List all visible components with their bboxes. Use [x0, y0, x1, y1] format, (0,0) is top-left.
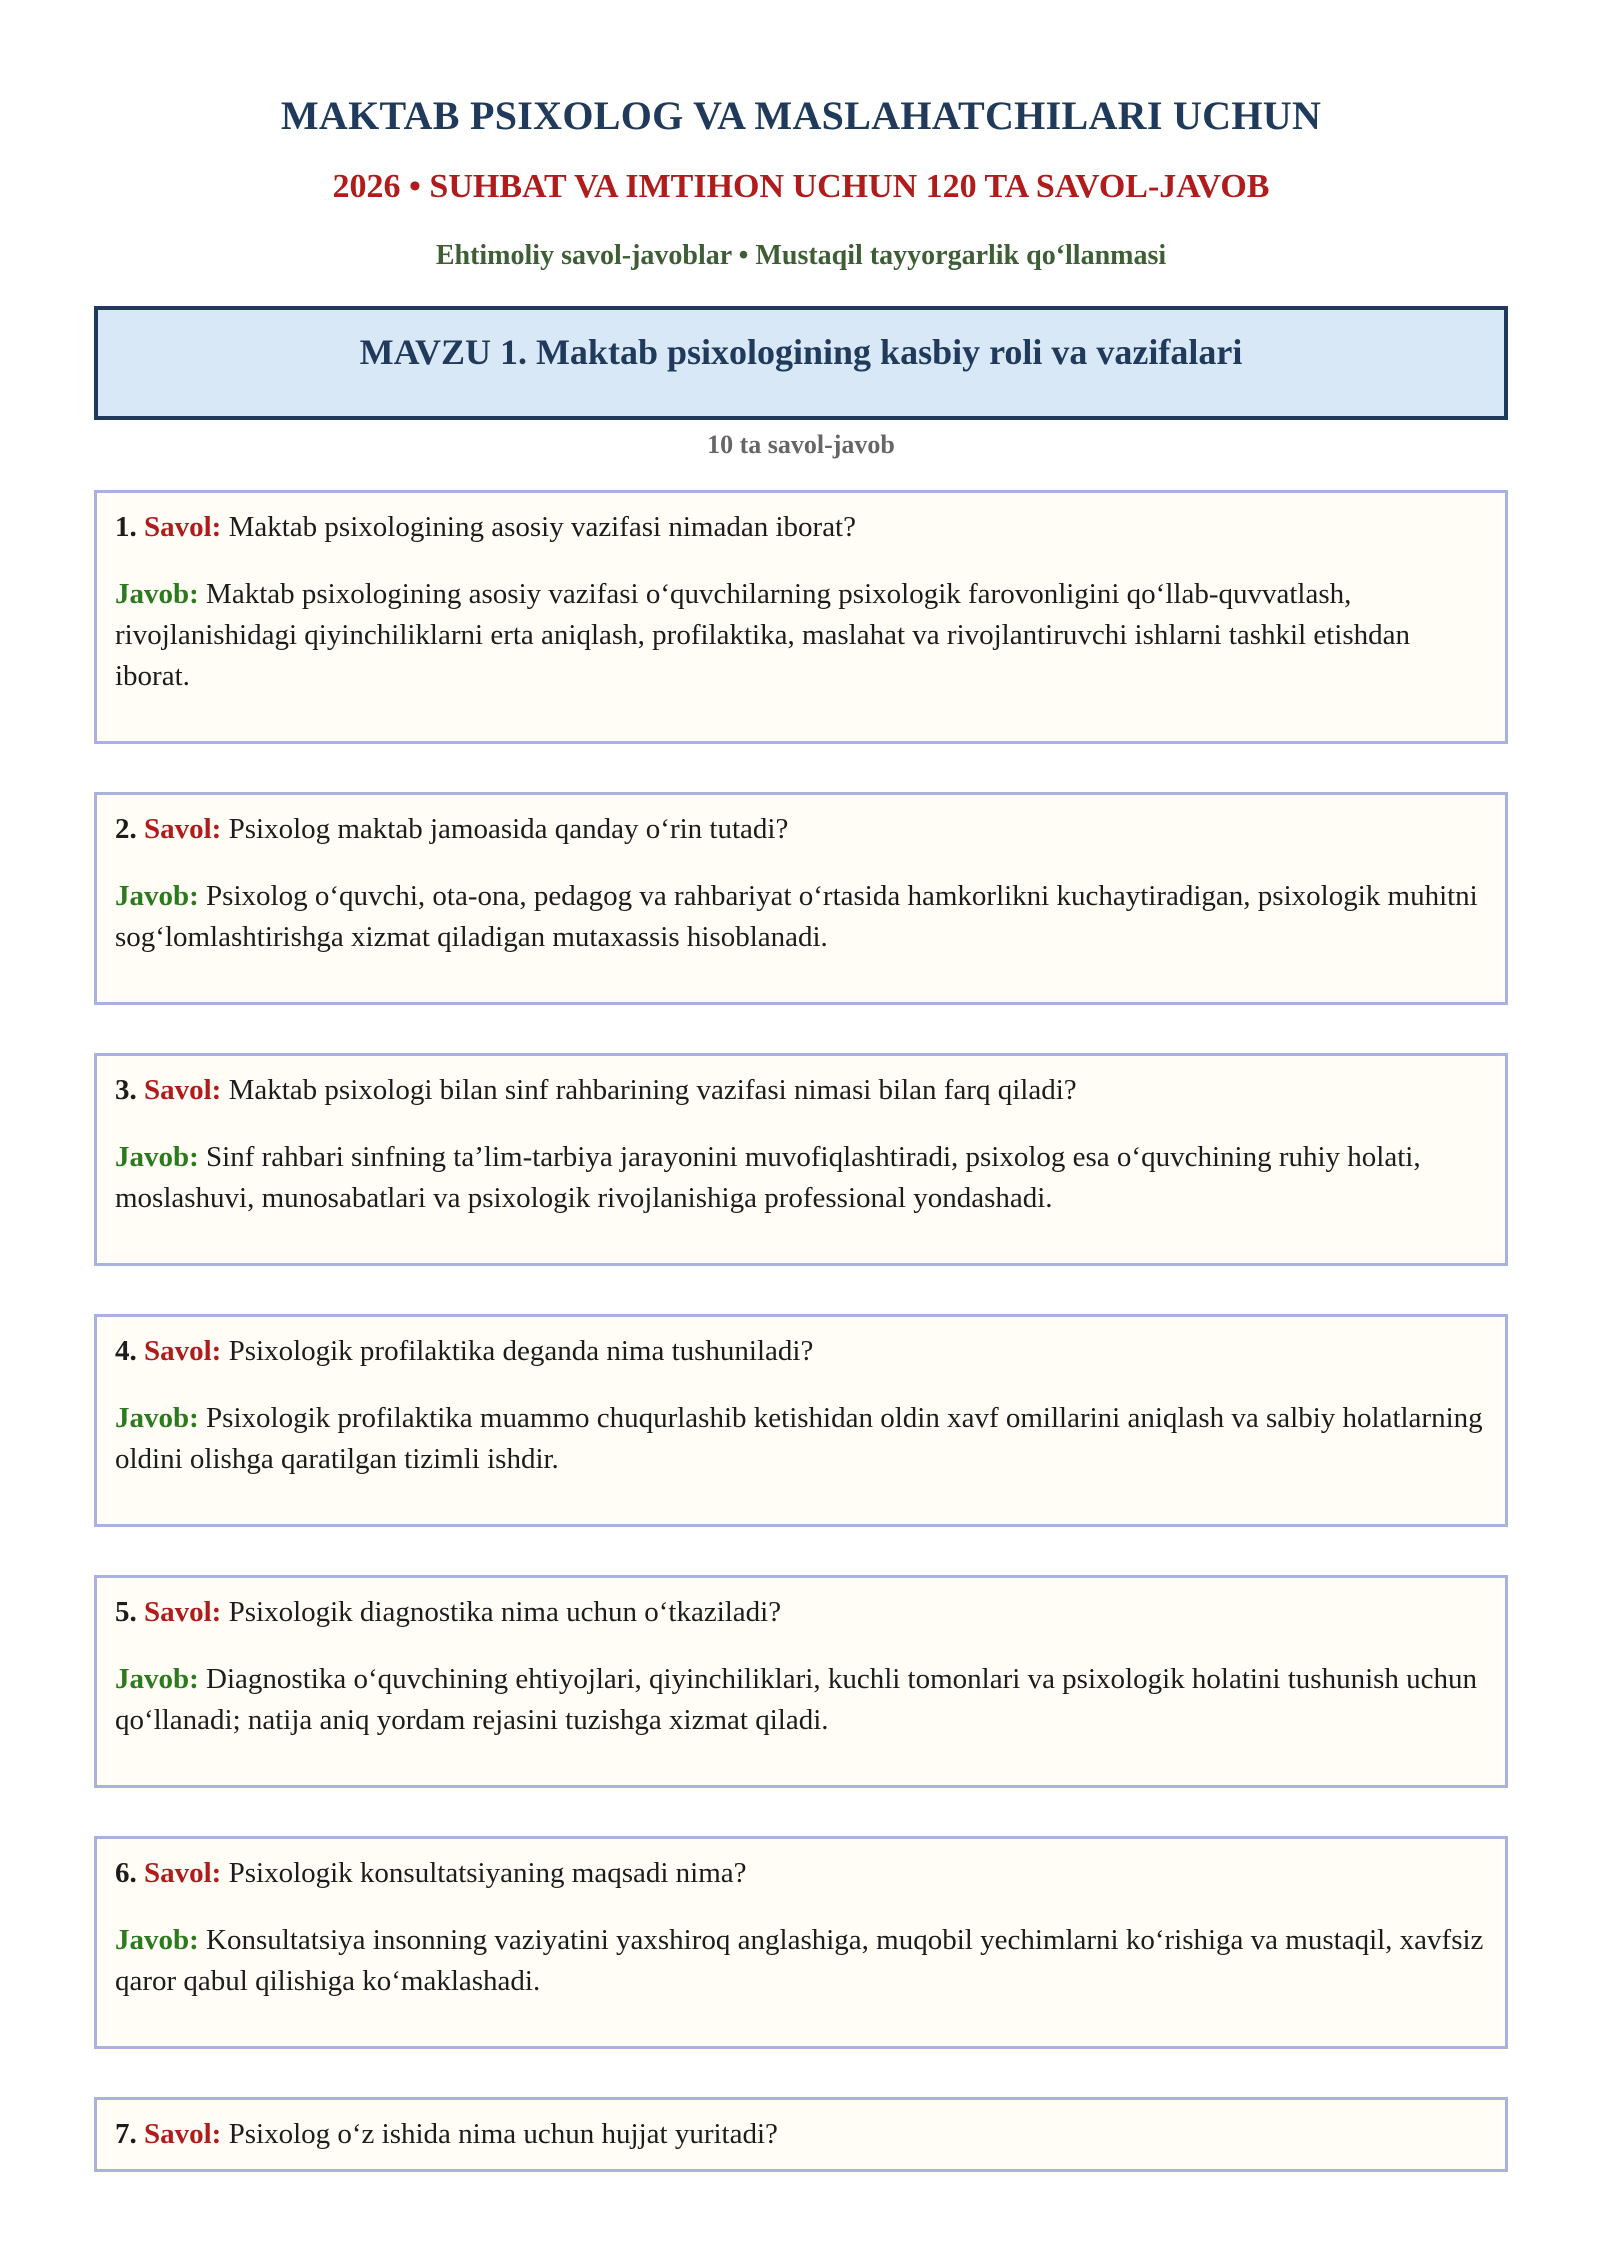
question-number: 3. [115, 1074, 137, 1106]
question-label: Savol: [144, 813, 222, 845]
topic-question-count: 10 ta savol-javob [707, 430, 895, 459]
question-line [115, 1592, 1487, 1633]
topic-banner [94, 306, 1508, 420]
answer-line [115, 574, 1487, 697]
question-text: Psixolog maktab jamoasida qanday o‘rin tutadi? [228, 813, 789, 845]
qa-card [94, 1836, 1508, 2049]
qa-card [94, 490, 1508, 744]
question-text: Psixologik konsultatsiyaning maqsadi nima? [228, 1857, 747, 1889]
qa-card [94, 1053, 1508, 1266]
answer-text: Konsultatsiya insonning vaziyatini yaxshiroq anglashiga, muqobil yechimlarni ko‘rishiga va mustaqil, xavfsiz qaror qabul qilishiga ko‘maklashadi. [115, 1924, 1484, 1997]
qa-card [94, 1314, 1508, 1527]
qa-card [94, 792, 1508, 1005]
answer-label: Javob: [115, 578, 199, 610]
question-label: Savol: [144, 2118, 222, 2150]
question-label: Savol: [144, 1857, 222, 1889]
qa-list [94, 490, 1508, 2172]
question-number: 2. [115, 813, 137, 845]
answer-label: Javob: [115, 880, 199, 912]
answer-line [115, 876, 1487, 958]
topic-title: MAVZU 1. Maktab psixologining kasbiy roli va vazifalari [359, 332, 1243, 372]
document-tagline: Ehtimoliy savol-javoblar • Mustaqil tayyorgarlik qo‘llanmasi [435, 240, 1167, 271]
question-line [115, 1331, 1487, 1372]
question-number: 5. [115, 1596, 137, 1628]
question-text: Maktab psixologining asosiy vazifasi nimadan iborat? [228, 511, 856, 543]
question-line [115, 809, 1487, 850]
answer-text: Psixolog o‘quvchi, ota-ona, pedagog va rahbariyat o‘rtasida hamkorlikni kuchaytiradigan, psixologik muhitni sog‘lomlashtirishga xizmat qiladigan mutaxassis hisoblanadi. [115, 880, 1478, 953]
document-title: MAKTAB PSIXOLOG VA MASLAHATCHILARI UCHUN [280, 93, 1322, 138]
question-label: Savol: [144, 1074, 222, 1106]
question-text: Psixolog o‘z ishida nima uchun hujjat yuritadi? [228, 2118, 778, 2150]
answer-label: Javob: [115, 1663, 199, 1695]
document-page [94, 0, 1508, 2220]
question-line [115, 1070, 1487, 1111]
answer-text: Sinf rahbari sinfning ta’lim-tarbiya jarayonini muvofiqlashtiradi, psixolog esa o‘quvchining ruhiy holati, moslashuvi, munosabatlari va psixologik rivojlanishiga professional yondashadi. [115, 1141, 1421, 1214]
question-number: 4. [115, 1335, 137, 1367]
question-number: 7. [115, 2118, 137, 2150]
question-text: Psixologik profilaktika deganda nima tushuniladi? [228, 1335, 814, 1367]
question-label: Savol: [144, 1335, 222, 1367]
answer-line [115, 1398, 1487, 1480]
qa-card [94, 2097, 1508, 2172]
qa-card [94, 1575, 1508, 1788]
question-label: Savol: [144, 1596, 222, 1628]
answer-label: Javob: [115, 1402, 199, 1434]
question-text: Psixologik diagnostika nima uchun o‘tkaziladi? [228, 1596, 782, 1628]
answer-text: Diagnostika o‘quvchining ehtiyojlari, qiyinchiliklari, kuchli tomonlari va psixologik holatini tushunish uchun qo‘llanadi; natija aniq yordam rejasini tuzishga xizmat qiladi. [115, 1663, 1478, 1736]
question-number: 6. [115, 1857, 137, 1889]
answer-line [115, 1137, 1487, 1219]
answer-text: Psixologik profilaktika muammo chuqurlashib ketishidan oldin xavf omillarini aniqlash va salbiy holatlarning oldini olishga qaratilgan tizimli ishdir. [115, 1402, 1483, 1475]
question-line [115, 507, 1487, 548]
answer-line [115, 1920, 1487, 2002]
answer-label: Javob: [115, 1924, 199, 1956]
question-number: 1. [115, 511, 137, 543]
document-subtitle: 2026 • SUHBAT VA IMTIHON UCHUN 120 TA SAVOL-JAVOB [332, 168, 1270, 205]
question-label: Savol: [144, 511, 222, 543]
question-line [115, 2114, 1487, 2155]
question-text: Maktab psixologi bilan sinf rahbarining vazifasi nimasi bilan farq qiladi? [228, 1074, 1077, 1106]
answer-line [115, 1659, 1487, 1741]
answer-label: Javob: [115, 1141, 199, 1173]
answer-text: Maktab psixologining asosiy vazifasi o‘quvchilarning psixologik farovonligini qo‘llab-quvvatlash, rivojlanishidagi qiyinchiliklarni erta aniqlash, profilaktika, maslahat va rivojlantiruvchi ishlarni tashkil etishdan iborat. [115, 578, 1411, 692]
question-line [115, 1853, 1487, 1894]
